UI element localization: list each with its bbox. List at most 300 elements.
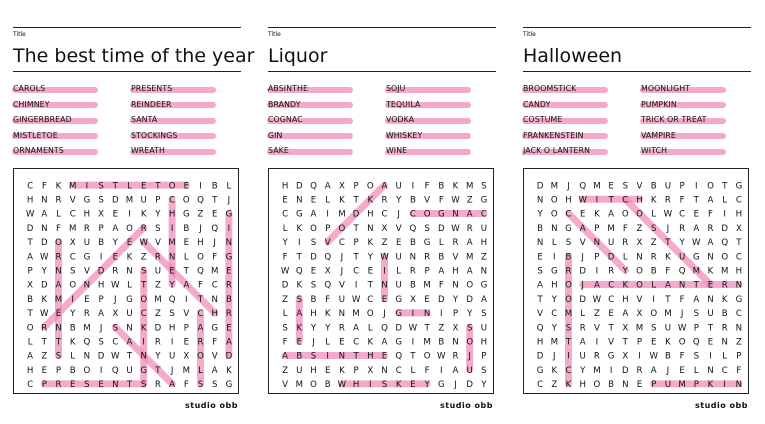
grid-letter: L	[438, 238, 444, 249]
grid-letter: N	[536, 195, 544, 206]
grid-letter: A	[622, 309, 629, 320]
grid-letter: I	[227, 223, 231, 234]
grid-letter: O	[197, 252, 204, 263]
grid-letter: S	[693, 309, 700, 320]
grid-letter: H	[97, 280, 105, 291]
grid-letter: E	[324, 365, 331, 376]
grid-letter: J	[454, 380, 457, 391]
title-top-rule	[268, 27, 496, 28]
grid-letter: V	[579, 238, 586, 249]
grid-letter: Z	[438, 323, 445, 334]
grid-letter: E	[296, 337, 303, 348]
word-list-item: SAKE	[268, 146, 289, 155]
grid-letter: O	[550, 195, 558, 206]
grid-letter: H	[168, 209, 176, 220]
grid-letter: A	[282, 351, 289, 362]
grid-letter: K	[140, 209, 147, 220]
word-list-item: SOJU	[386, 84, 406, 93]
grid-letter: C	[679, 209, 686, 220]
grid-letter: V	[83, 266, 90, 277]
grid-letter: N	[55, 266, 62, 277]
grid-letter: W	[380, 252, 389, 263]
grid-letter: C	[112, 337, 119, 348]
grid-letter: A	[169, 380, 176, 391]
grid-letter: T	[197, 294, 204, 305]
grid-letter: V	[537, 309, 544, 320]
grid-letter: R	[381, 195, 388, 206]
grid-letter: L	[551, 238, 557, 249]
grid-letter: F	[424, 365, 430, 376]
grid-letter: B	[296, 351, 303, 362]
grid-letter: T	[41, 337, 47, 348]
grid-letter: T	[537, 294, 543, 305]
grid-letter: N	[126, 323, 133, 334]
grid-letter: C	[367, 294, 374, 305]
word-list-item: PRESENTS	[131, 84, 173, 93]
grid-letter: E	[69, 380, 76, 391]
grid-letter: G	[565, 223, 572, 234]
grid-letter: K	[367, 337, 374, 348]
grid-letter: Z	[593, 309, 600, 320]
grid-letter: E	[650, 337, 657, 348]
grid-letter: T	[212, 195, 218, 206]
grid-letter: M	[465, 252, 474, 263]
grid-letter: X	[452, 323, 459, 334]
word-list-item: BRANDY	[268, 99, 301, 109]
grid-letter: K	[707, 266, 714, 277]
grid-letter: L	[325, 195, 331, 206]
word-list-item: COGNAC	[268, 115, 303, 124]
grid-letter: B	[409, 195, 416, 206]
grid-letter: K	[126, 252, 133, 263]
grid-letter: I	[723, 209, 726, 220]
grid-letter: B	[69, 323, 76, 334]
grid-letter: A	[707, 238, 714, 249]
grid-letter: F	[438, 195, 444, 206]
grid-letter: N	[225, 238, 233, 249]
grid-letter: R	[664, 195, 671, 206]
grid-letter: A	[353, 323, 360, 334]
grid-letter: Z	[154, 309, 161, 320]
grid-letter: K	[665, 252, 671, 263]
grid-letter: M	[593, 365, 601, 376]
grid-letter: K	[296, 280, 303, 291]
grid-letter: T	[353, 351, 359, 362]
grid-letter: U	[480, 323, 488, 334]
grid-letter: A	[197, 323, 204, 334]
grid-letter: O	[621, 209, 629, 220]
grid-letter: H	[735, 266, 743, 277]
word-list-item: GINGERBREAD	[13, 115, 72, 124]
grid-letter: H	[480, 238, 488, 249]
grid-letter: K	[339, 195, 345, 206]
grid-canvas	[269, 169, 493, 393]
grid-letter: J	[666, 365, 670, 376]
grid-letter: Y	[367, 252, 373, 263]
grid-letter: I	[142, 337, 145, 348]
grid-letter: E	[41, 365, 48, 376]
grid-letter: O	[55, 238, 62, 249]
word-list-item: WINE	[386, 146, 408, 155]
grid-letter: C	[169, 195, 176, 206]
grid-letter: T	[353, 252, 359, 263]
grid-letter: Q	[168, 294, 176, 305]
grid-letter: G	[607, 351, 615, 362]
grid-letter: L	[198, 365, 203, 376]
grid-letter: Q	[197, 266, 204, 277]
grid-letter: G	[225, 252, 233, 263]
grid-letter: Z	[282, 294, 289, 305]
grid-letter: O	[140, 294, 148, 305]
grid-letter: S	[693, 351, 700, 362]
grid-letter: Z	[650, 238, 657, 249]
studio-logo: studio obb	[440, 401, 493, 410]
word-list	[523, 84, 751, 160]
grid-letter: M	[125, 195, 134, 206]
grid-letter: I	[99, 252, 103, 263]
word-list-item: BROOMSTICK	[523, 84, 577, 93]
grid-letter: D	[437, 223, 445, 234]
grid-letter: I	[369, 380, 372, 391]
grid-letter: O	[182, 195, 190, 206]
grid-letter: P	[651, 380, 657, 391]
word-list	[268, 84, 496, 160]
grid-letter: K	[296, 323, 303, 334]
grid-letter: M	[678, 380, 686, 391]
grid-letter: N	[211, 294, 218, 305]
grid-letter: D	[536, 181, 544, 192]
grid-letter: O	[636, 209, 643, 220]
grid-letter: Z	[282, 365, 289, 376]
grid-letter: R	[83, 223, 90, 234]
grid-letter: O	[565, 280, 572, 291]
grid-letter: H	[26, 365, 34, 376]
grid-letter: X	[636, 309, 643, 320]
grid-letter: E	[310, 266, 317, 277]
grid-letter: M	[68, 223, 77, 234]
grid-letter: A	[211, 365, 218, 376]
grid-letter: A	[27, 252, 34, 263]
grid-letter: S	[155, 223, 161, 234]
grid-letter: C	[608, 294, 615, 305]
grid-letter: O	[197, 351, 204, 362]
grid-letter: E	[367, 266, 374, 277]
grid-letter: P	[594, 252, 600, 263]
grid-letter: S	[310, 351, 317, 362]
grid-letter: Z	[735, 337, 742, 348]
word-list-item: WITCH	[641, 146, 668, 155]
grid-letter: N	[367, 223, 374, 234]
grid-letter: H	[536, 337, 544, 348]
grid-letter: F	[198, 280, 203, 291]
grid-letter: K	[226, 365, 232, 376]
grid-letter: I	[709, 351, 712, 362]
grid-letter: M	[593, 181, 601, 192]
grid-letter: G	[211, 323, 219, 334]
grid-letter: C	[537, 380, 544, 391]
grid-letter: T	[353, 195, 359, 206]
grid-letter: S	[197, 380, 204, 391]
grid-letter: B	[183, 223, 190, 234]
grid-letter: O	[550, 209, 558, 220]
grid-letter: E	[679, 365, 685, 376]
grid-letter: M	[154, 294, 162, 305]
grid-letter: L	[70, 351, 76, 362]
grid-letter: X	[112, 309, 119, 320]
grid-letter: O	[26, 323, 34, 334]
grid-letter: C	[27, 380, 34, 391]
grid-letter: C	[622, 195, 629, 206]
grid-letter: B	[438, 252, 445, 263]
grid-letter: Y	[622, 266, 628, 277]
word-list-item: CANDY	[523, 99, 551, 109]
grid-letter: F	[424, 181, 430, 192]
grid-letter: I	[383, 266, 386, 277]
grid-letter: S	[112, 323, 119, 334]
grid-letter: L	[651, 280, 657, 291]
word-list	[13, 84, 241, 160]
grid-letter: L	[722, 195, 728, 206]
grid-letter: A	[650, 365, 657, 376]
word-list-item: TEQUILA	[386, 99, 421, 109]
grid-letter: N	[112, 380, 119, 391]
grid-letter: E	[112, 209, 119, 220]
grid-letter: U	[607, 238, 615, 249]
grid-letter: H	[352, 380, 360, 391]
grid-letter: V	[69, 195, 76, 206]
grid-letter: Z	[551, 380, 558, 391]
grid-letter: N	[381, 365, 388, 376]
grid-letter: Q	[111, 365, 119, 376]
grid-letter: S	[310, 238, 317, 249]
grid-letter: C	[282, 209, 289, 220]
grid-letter: J	[383, 309, 386, 320]
grid-letter: C	[353, 266, 360, 277]
grid-letter: V	[154, 238, 161, 249]
grid-letter: F	[679, 294, 685, 305]
grid-letter: A	[480, 294, 487, 305]
grid-letter: Z	[41, 351, 48, 362]
grid-letter: Y	[424, 380, 430, 391]
grid-letter: W	[351, 294, 361, 305]
grid-letter: A	[296, 309, 303, 320]
grid-letter: S	[211, 380, 218, 391]
grid-letter: E	[707, 337, 714, 348]
grid-letter: V	[636, 181, 643, 192]
grid-letter: D	[721, 223, 729, 234]
grid-letter: L	[127, 280, 132, 291]
grid-letter: O	[466, 337, 474, 348]
grid-letter: P	[98, 223, 104, 234]
grid-canvas	[14, 169, 238, 393]
grid-letter: W	[139, 238, 148, 249]
grid-letter: K	[452, 181, 459, 192]
grid-letter: A	[310, 209, 317, 220]
grid-letter: R	[409, 266, 416, 277]
grid-letter: R	[636, 365, 643, 376]
grid-letter: A	[707, 195, 714, 206]
grid-letter: J	[170, 365, 174, 376]
grid-letter: P	[736, 351, 742, 362]
grid-letter: S	[69, 266, 76, 277]
grid-letter: U	[579, 351, 586, 362]
grid-letter: N	[452, 337, 459, 348]
grid-letter: U	[140, 195, 147, 206]
grid-letter: X	[409, 294, 416, 305]
grid-letter: B	[650, 181, 657, 192]
grid-letter: F	[212, 252, 218, 263]
grid-letter: W	[25, 209, 35, 220]
grid-letter: E	[693, 209, 700, 220]
grid-letter: U	[395, 181, 402, 192]
grid-letter: S	[481, 365, 487, 376]
grid-letter: T	[693, 195, 699, 206]
grid-letter: V	[395, 223, 402, 234]
grid-letter: G	[423, 238, 431, 249]
grid-letter: N	[140, 351, 147, 362]
grid-canvas	[524, 169, 748, 393]
grid-letter: Z	[154, 280, 161, 291]
grid-letter: N	[126, 266, 133, 277]
grid-letter: S	[282, 323, 288, 334]
title-caption: Title	[268, 31, 281, 38]
grid-letter: U	[466, 365, 473, 376]
grid-letter: P	[424, 266, 430, 277]
word-list-item: WHISKEY	[386, 130, 423, 140]
grid-letter: B	[537, 223, 544, 234]
grid-letter: D	[111, 195, 119, 206]
word-list-item: COSTUME	[523, 115, 563, 124]
word-list-item: FRANKENSTEIN	[523, 130, 584, 140]
grid-letter: D	[97, 266, 105, 277]
grid-letter: E	[126, 238, 133, 249]
grid-letter: E	[55, 309, 62, 320]
grid-letter: Z	[636, 223, 643, 234]
grid-letter: I	[411, 337, 415, 348]
grid-letter: T	[141, 280, 147, 291]
grid-letter: P	[481, 351, 487, 362]
grid-letter: A	[381, 337, 388, 348]
grid-letter: E	[183, 181, 190, 192]
grid-letter: D	[437, 294, 445, 305]
grid-letter: I	[638, 351, 641, 362]
grid-letter: U	[480, 223, 488, 234]
grid-letter: H	[480, 337, 488, 348]
grid-letter: E	[140, 181, 147, 192]
grid-letter: M	[83, 323, 91, 334]
grid-letter: R	[55, 380, 62, 391]
grid-letter: P	[325, 223, 331, 234]
grid-letter: H	[636, 195, 643, 206]
grid-letter: T	[27, 238, 33, 249]
grid-letter: A	[126, 337, 133, 348]
grid-letter: O	[423, 351, 431, 362]
grid-letter: H	[622, 294, 629, 305]
grid-letter: G	[536, 365, 544, 376]
grid-letter: O	[721, 252, 729, 263]
grid-letter: K	[367, 238, 374, 249]
grid-letter: B	[664, 351, 671, 362]
grid-letter: I	[199, 181, 202, 192]
grid-letter: T	[183, 266, 189, 277]
grid-letter: K	[707, 380, 714, 391]
grid-letter: K	[55, 181, 62, 192]
grid-letter: N	[536, 238, 544, 249]
grid-letter: R	[466, 223, 473, 234]
grid-letter: N	[338, 309, 346, 320]
grid-letter: A	[225, 337, 232, 348]
grid-letter: A	[452, 365, 459, 376]
grid-letter: H	[452, 266, 459, 277]
grid-letter: B	[310, 294, 317, 305]
grid-letter: Q	[83, 337, 91, 348]
grid-letter: R	[608, 266, 615, 277]
grid-letter: P	[353, 365, 359, 376]
grid-letter: X	[338, 181, 345, 192]
grid-letter: S	[650, 323, 657, 334]
word-list-item: MISTLETOE	[13, 130, 58, 140]
grid-letter: C	[735, 252, 742, 263]
grid-letter: D	[579, 294, 587, 305]
grid-letter: C	[735, 309, 742, 320]
grid-letter: K	[395, 380, 402, 391]
grid-letter: N	[55, 323, 62, 334]
title-underline	[268, 71, 496, 72]
grid-letter: K	[665, 337, 671, 348]
grid-letter: R	[154, 252, 161, 263]
puzzle-panel	[13, 0, 255, 424]
grid-letter: D	[621, 365, 629, 376]
grid-letter: A	[579, 337, 586, 348]
grid-letter: E	[169, 266, 175, 277]
grid-letter: H	[281, 181, 289, 192]
grid-letter: Q	[324, 280, 332, 291]
grid-letter: B	[438, 181, 445, 192]
grid-letter: R	[721, 280, 728, 291]
grid-letter: F	[282, 337, 288, 348]
grid-letter: Q	[211, 223, 219, 234]
grid-letter: R	[55, 195, 62, 206]
grid-letter: T	[693, 280, 699, 291]
grid-letter: G	[550, 266, 558, 277]
grid-letter: N	[381, 280, 388, 291]
grid-letter: F	[183, 380, 189, 391]
grid-letter: X	[622, 323, 629, 334]
grid-letter: U	[168, 351, 176, 362]
grid-letter: M	[550, 337, 559, 348]
grid-letter: E	[282, 195, 288, 206]
grid-letter: I	[326, 351, 329, 362]
grid-letter: H	[26, 195, 34, 206]
grid-letter: X	[735, 223, 742, 234]
grid-letter: C	[409, 209, 416, 220]
grid-letter: Y	[282, 238, 288, 249]
grid-letter: R	[112, 266, 119, 277]
grid-letter: N	[707, 365, 714, 376]
grid-letter: L	[580, 309, 586, 320]
grid-letter: K	[41, 294, 48, 305]
grid-letter: X	[324, 266, 331, 277]
grid-letter: B	[98, 238, 105, 249]
grid-letter: V	[608, 337, 615, 348]
grid-letter: Q	[395, 351, 403, 362]
grid-letter: J	[567, 181, 570, 192]
grid-letter: B	[225, 294, 232, 305]
grid-letter: M	[182, 365, 191, 376]
grid-letter: O	[707, 181, 714, 192]
grid-letter: E	[183, 238, 190, 249]
grid-letter: I	[298, 238, 301, 249]
